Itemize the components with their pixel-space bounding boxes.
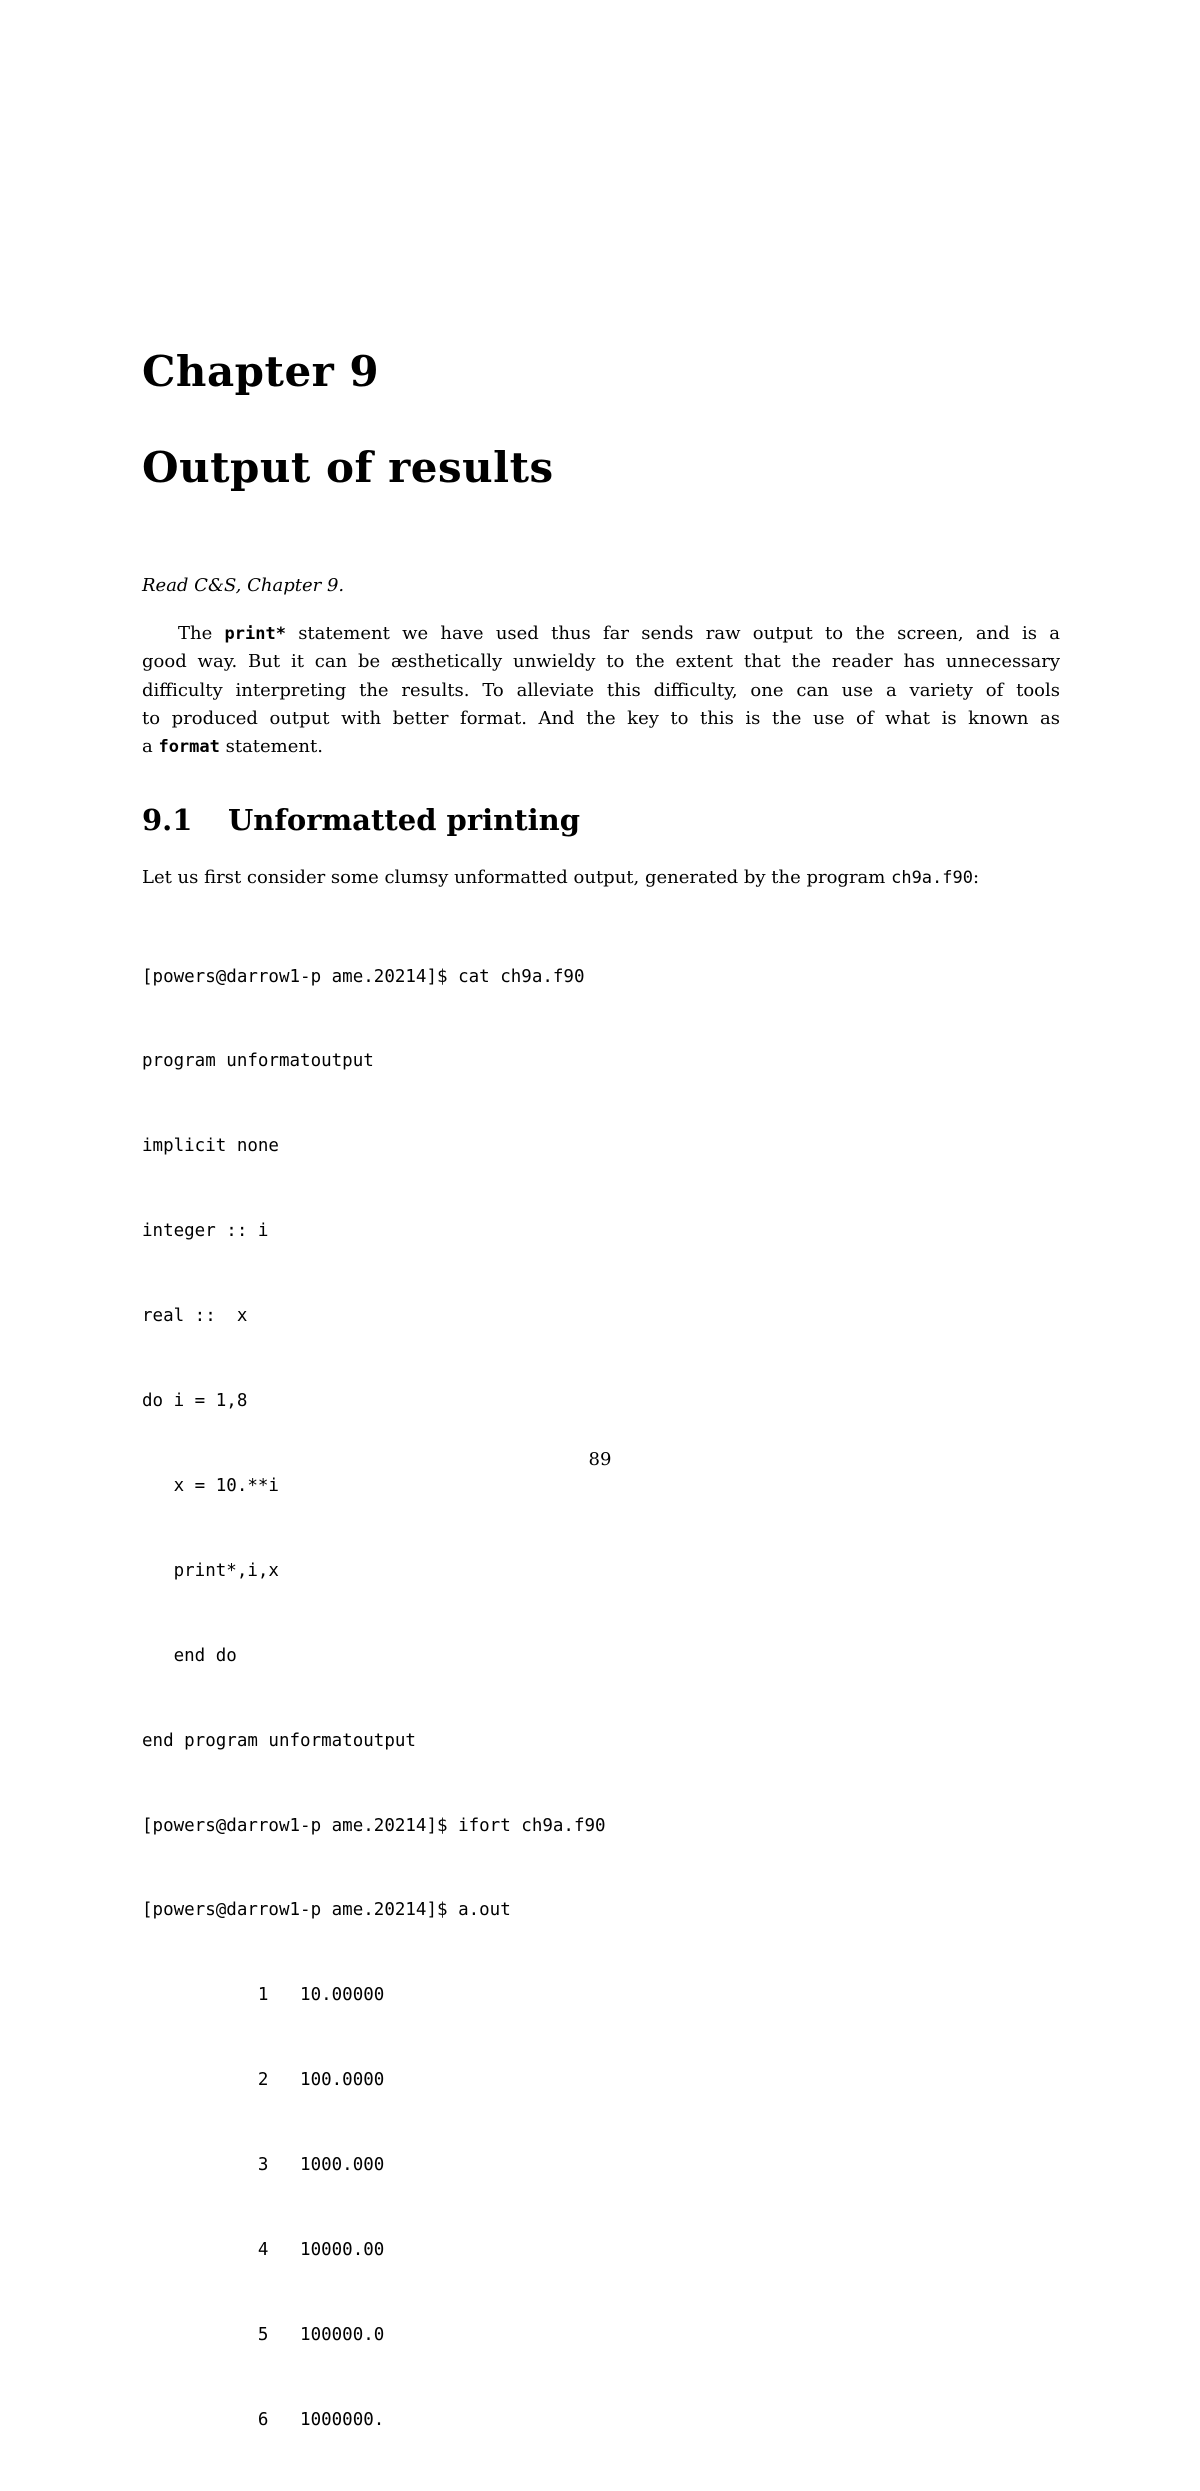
code-line: program unformatoutput [142,1051,374,1072]
intro-paragraph [142,620,1060,761]
intro-text: statement. [219,736,323,758]
intro-line [142,733,1060,761]
code-line: end program unformatoutput [142,1730,416,1751]
code-line: print*,i,x [142,1560,279,1581]
code-line: end do [142,1645,237,1666]
code-line: [powers@darrow1-p ame.20214]$ cat ch9a.f90 [142,966,585,987]
reading-note: Read C&S, Chapter 9. [142,575,345,596]
section-title: Unformatted printing [228,803,580,837]
code-line: implicit none [142,1136,279,1157]
code-line: 2 100.0000 [142,2070,385,2091]
chapter-title: Output of results [142,443,554,492]
chapter-label: Chapter 9 [142,347,380,396]
intro-line: good way. But it can be æsthetically unwieldy to the extent that the reader has unnecessary [142,651,1060,673]
code-listing [142,906,606,2491]
code-line: 3 1000.000 [142,2155,385,2176]
section-number: 9.1 [142,803,193,837]
intro-text: The [178,623,225,644]
intro-text: a [142,736,159,758]
code-line: [powers@darrow1-p ame.20214]$ ifort ch9a.f90 [142,1815,606,1836]
section-intro-text: Let us first consider some clumsy unformatted output, generated by the program [142,867,892,888]
code-line: [powers@darrow1-p ame.20214]$ a.out [142,1900,511,1921]
code-line: 4 10000.00 [142,2239,385,2260]
code-line: 1 10.00000 [142,1985,385,2006]
section-heading [142,800,580,840]
code-line: real :: x [142,1306,248,1327]
intro-text: statement we have used thus far sends raw output to the screen, and is a [285,623,1060,644]
inline-code-print: print* [224,624,286,644]
intro-line [142,620,1060,648]
intro-line: to produced output with better format. And the key to this is the use of what is known as [142,707,1060,729]
inline-code-filename: ch9a.f90 [891,868,973,888]
code-line: x = 10.**i [142,1475,279,1496]
page-number: 89 [588,1449,612,1470]
inline-code-format: format [158,737,220,758]
section-intro-text: : [972,867,980,888]
intro-line: difficulty interpreting the results. To alleviate this difficulty, one can use a variety of tools [142,679,1060,701]
code-line: integer :: i [142,1221,269,1242]
code-line: do i = 1,8 [142,1391,248,1412]
code-line: 6 1000000. [142,2409,385,2430]
section-intro [142,864,979,892]
code-line: 5 100000.0 [142,2324,385,2345]
